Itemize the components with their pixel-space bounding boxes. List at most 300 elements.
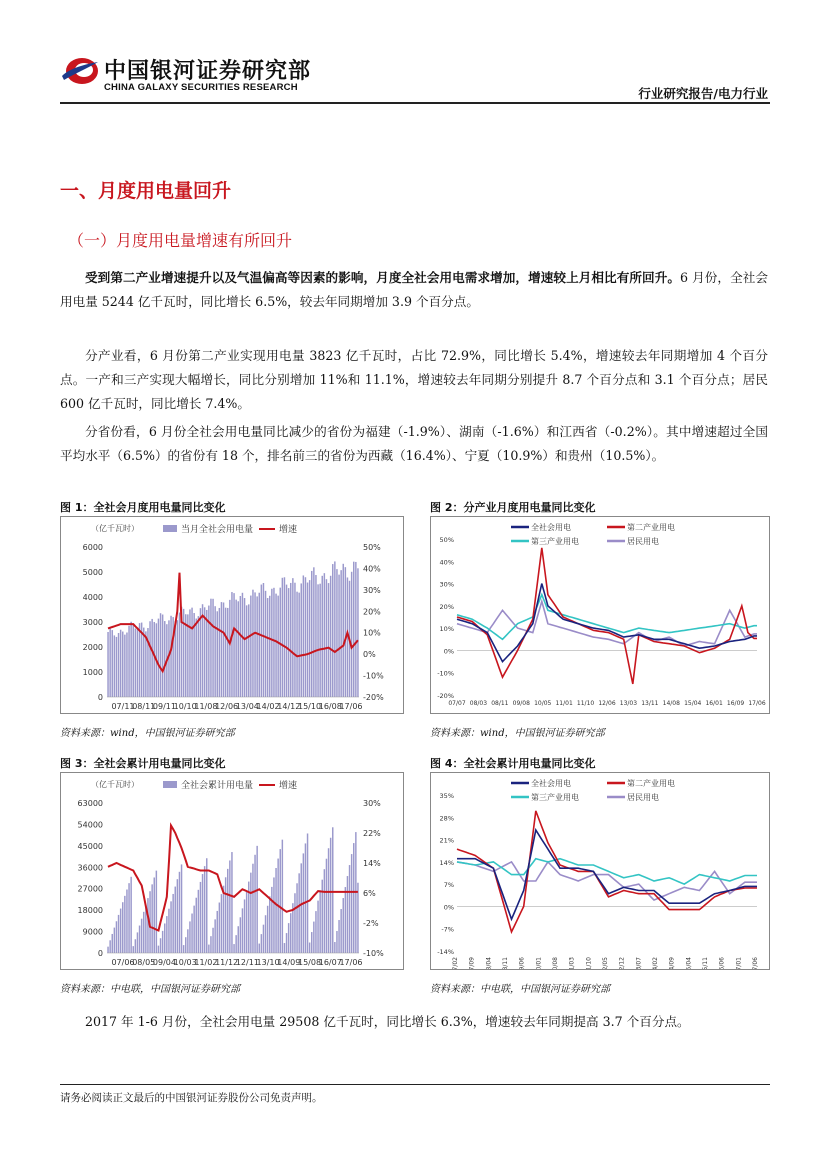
x-tick-label: 17/06	[752, 957, 759, 969]
bar	[263, 583, 264, 697]
bar	[112, 934, 113, 953]
bar	[200, 608, 201, 697]
figure-4-title: 图 4：全社会累计用电量同比变化	[430, 757, 596, 770]
bar	[185, 937, 186, 953]
bar	[301, 583, 302, 697]
bar	[328, 583, 329, 697]
x-tick-label: 15/10	[298, 702, 322, 711]
bar	[294, 893, 295, 953]
bar	[204, 866, 205, 953]
y-tick-label: 0%	[443, 647, 454, 656]
legend-bar-swatch	[163, 525, 177, 532]
bar	[160, 613, 161, 697]
bar	[202, 874, 203, 953]
subsection-heading: （一）月度用电量增速有所回升	[68, 231, 293, 250]
bar	[282, 840, 283, 953]
paragraph-1-body: 6 月份，全社会用电量 5244 亿千瓦时，同比增长 6.5%，较去年同期增加 3.9 个百分点。	[60, 270, 768, 309]
bar	[265, 591, 266, 697]
x-tick-label: 13/11	[641, 700, 659, 707]
figure-2-chart	[430, 516, 770, 714]
bar	[273, 588, 274, 697]
bar	[210, 599, 211, 697]
x-tick-label: 11/12	[215, 958, 239, 967]
legend-bar-label: 当月全社会用电量	[181, 525, 254, 535]
x-tick-label: 13/10	[256, 958, 280, 967]
bar	[298, 873, 299, 953]
bar	[353, 843, 354, 953]
bar	[284, 943, 285, 953]
paragraph-4: 2017 年 1-6 月份，全社会用电量 29508 亿千瓦时，同比增长 6.3%，增速较去年同期提高 3.7 个百分点。	[85, 1014, 690, 1029]
bar	[135, 939, 136, 953]
y-left-tick-label: 45000	[77, 841, 103, 851]
bar	[261, 585, 262, 697]
x-tick-label: 08/04	[485, 957, 493, 969]
bar	[334, 561, 335, 697]
bar	[112, 630, 113, 697]
bar	[336, 569, 337, 697]
x-tick-label: 08/11	[502, 957, 509, 969]
x-tick-label: 07/07	[448, 700, 466, 707]
bar	[145, 631, 146, 697]
bar	[160, 938, 161, 953]
bar	[311, 571, 312, 697]
bar	[240, 596, 241, 697]
bar	[250, 873, 251, 953]
bar	[219, 903, 220, 953]
legend-label: 第二产业用电	[627, 523, 675, 532]
series-line	[457, 859, 757, 884]
bar	[338, 920, 339, 953]
bar	[286, 585, 287, 697]
bar	[229, 600, 230, 697]
bar	[294, 583, 295, 697]
x-tick-label: 12/06	[598, 700, 616, 707]
legend-label: 第三产业用电	[531, 537, 579, 546]
bar	[244, 598, 245, 697]
bar	[208, 606, 209, 697]
bar	[240, 917, 241, 953]
bar	[122, 632, 123, 697]
y-left-tick-label: 0	[97, 949, 103, 958]
y-left-tick-label: 54000	[77, 820, 103, 830]
x-tick-label: 08/11	[491, 700, 509, 707]
x-tick-label: 14/09	[277, 958, 301, 967]
bar	[353, 562, 354, 697]
bar	[277, 596, 278, 697]
x-tick-label: 07/02	[452, 957, 459, 969]
x-tick-label: 13/04	[235, 702, 259, 711]
figure-1-source: 资料来源：wind，中国银河证券研究部	[60, 728, 235, 739]
bar	[322, 576, 323, 697]
y-right-tick-label: 0%	[363, 650, 376, 660]
bar	[116, 637, 117, 697]
bar	[185, 614, 186, 697]
bar	[217, 611, 218, 697]
legend-label: 全社会用电	[531, 779, 571, 788]
y-right-tick-label: 20%	[363, 607, 381, 617]
bar	[256, 846, 257, 953]
x-tick-label: 16/01	[705, 700, 723, 707]
bar	[256, 596, 257, 697]
bar	[309, 580, 310, 697]
bar	[210, 936, 211, 953]
bar	[200, 882, 201, 953]
y-left-tick-label: 18000	[77, 906, 103, 916]
bar	[170, 616, 171, 697]
x-tick-label: 11/01	[555, 700, 573, 707]
bar	[189, 921, 190, 953]
bar	[175, 887, 176, 953]
bar	[317, 901, 318, 953]
bar	[137, 627, 138, 697]
bar	[219, 608, 220, 697]
bar	[263, 925, 264, 953]
x-tick-label: 10/08	[552, 957, 559, 969]
bar	[332, 827, 333, 953]
y-right-tick-label: -2%	[363, 919, 379, 928]
bar	[126, 632, 127, 697]
bar	[238, 601, 239, 697]
bar	[130, 877, 131, 953]
galaxy-logo-icon	[60, 54, 100, 88]
bar	[261, 934, 262, 953]
legend-label: 全社会用电	[531, 523, 571, 532]
bar	[181, 864, 182, 953]
x-tick-label: 11/03	[568, 957, 576, 969]
bar	[259, 593, 260, 697]
legend-bar-label: 全社会累计用电量	[181, 781, 254, 791]
bar	[154, 877, 155, 953]
bar	[290, 913, 291, 953]
x-tick-label: 15/08	[298, 958, 322, 967]
y-tick-label: 28%	[439, 814, 454, 823]
bar	[114, 928, 115, 953]
paragraph-3: 分省份看，6 月份全社会用电量同比减少的省份为福建（-1.9%）、湖南（-1.6%）和江西省（-0.2%）。其中增速超过全国平均水平（6.5%）的省份有 18 个，排名前三的省份为西藏（16.4%）、宁夏（10.9%）和贵州（10.5%）。	[60, 424, 768, 463]
bar	[315, 575, 316, 697]
bar	[208, 945, 209, 953]
bar	[206, 858, 207, 953]
company-logo	[60, 54, 100, 88]
bar	[191, 608, 192, 697]
bar	[107, 632, 108, 697]
x-tick-label: 10/01	[535, 957, 543, 969]
x-tick-label: 13/03	[619, 700, 638, 707]
bar	[164, 923, 165, 953]
paragraph-2: 分产业看，6 月份第二产业实现用电量 3823 亿千瓦时，占比 72.9%，同比增长 5.4%，增速较去年同期增加 4 个百分点。一产和三产实现大幅增长，同比分别增加 11%和 11.1%，增速较去年同期分别提升 8.7 个百分点和 3.1 个百分点；居民 600 亿千瓦时，同比增长 7.4%。	[60, 348, 768, 411]
bar	[130, 622, 131, 697]
bar	[214, 606, 215, 697]
bar	[246, 891, 247, 954]
legend-line-label: 增速	[279, 525, 298, 535]
bar	[109, 940, 110, 953]
bar	[109, 628, 110, 697]
bar	[248, 604, 249, 697]
bar	[242, 593, 243, 697]
bar	[214, 919, 215, 953]
y-right-tick-label: 22%	[363, 829, 381, 838]
y-right-tick-label: 10%	[363, 628, 381, 638]
x-tick-label: 09/06	[518, 957, 526, 969]
bar	[179, 872, 180, 953]
bar	[116, 921, 117, 953]
bar	[269, 896, 270, 953]
x-tick-label: 17/06	[339, 702, 363, 711]
bar	[324, 869, 325, 953]
bar	[212, 928, 213, 953]
bar	[231, 852, 232, 953]
bar	[128, 883, 129, 953]
bar	[229, 860, 230, 953]
series-line	[457, 584, 757, 662]
bar	[124, 635, 125, 697]
x-tick-label: 08/03	[469, 700, 488, 707]
bar	[315, 911, 316, 953]
bar	[336, 931, 337, 953]
x-tick-label: 12/12	[618, 957, 626, 969]
bar	[168, 909, 169, 953]
unit-label: （亿千瓦时）	[91, 524, 139, 533]
bar	[158, 619, 159, 697]
bar	[204, 607, 205, 697]
bar	[307, 583, 308, 697]
bar	[141, 919, 142, 953]
bar	[122, 902, 123, 953]
header-rule	[60, 102, 770, 104]
logo-chinese: 中国银河证券研究部	[104, 59, 312, 84]
bar	[307, 833, 308, 953]
bar	[217, 911, 218, 953]
bar	[254, 592, 255, 697]
footer-disclaimer: 请务必阅读正文最后的中国银河证券股份公司免责声明。	[60, 1092, 323, 1104]
paragraph-1-lead: 受到第二产业增速提升以及气温偏高等因素的影响，月度全社会用电需求增加，增速较上月相比有所回升。	[85, 270, 681, 285]
x-tick-label: 09/11	[152, 702, 176, 711]
bar	[221, 894, 222, 953]
x-tick-label: 16/08	[318, 702, 342, 711]
y-right-tick-label: 6%	[363, 889, 376, 898]
legend-label: 居民用电	[627, 537, 659, 546]
y-left-tick-label: 9000	[82, 927, 103, 937]
y-tick-label: 35%	[439, 792, 454, 800]
bar	[340, 909, 341, 953]
paragraph-1	[60, 266, 768, 314]
x-tick-label: 14/02	[256, 702, 280, 711]
y-tick-label: 7%	[443, 881, 454, 890]
y-right-tick-label: -10%	[363, 671, 384, 681]
bar	[349, 865, 350, 953]
x-tick-label: 14/08	[662, 700, 680, 707]
bar	[191, 914, 192, 953]
report-category: 行业研究报告/电力行业	[638, 86, 768, 101]
bar	[196, 619, 197, 697]
bar	[235, 935, 236, 953]
bar	[326, 859, 327, 953]
bar	[126, 890, 127, 953]
bar	[147, 898, 148, 953]
bar	[198, 890, 199, 953]
y-right-tick-label: -10%	[363, 949, 384, 958]
bar	[177, 879, 178, 953]
bar	[118, 633, 119, 697]
x-tick-label: 16/07	[318, 958, 342, 967]
bar	[206, 610, 207, 697]
bar	[305, 577, 306, 697]
bar	[319, 584, 320, 697]
bar	[292, 578, 293, 697]
bar	[309, 943, 310, 953]
y-left-tick-label: 3000	[82, 618, 103, 627]
logo-english: CHINA GALAXY SECURITIES RESEARCH	[104, 82, 298, 93]
bar	[151, 619, 152, 697]
bar	[326, 579, 327, 697]
bar	[280, 849, 281, 953]
bar	[345, 887, 346, 953]
y-tick-label: 14%	[439, 858, 454, 867]
bar	[265, 915, 266, 953]
y-tick-label: 30%	[439, 580, 454, 589]
bar	[324, 573, 325, 697]
x-tick-label: 07/11	[111, 702, 135, 711]
bar	[332, 564, 333, 697]
bar	[286, 933, 287, 953]
figure-1-title: 图 1：全社会月度用电量同比变化	[60, 501, 226, 514]
x-tick-label: 11/10	[585, 957, 593, 969]
bar	[225, 608, 226, 697]
unit-label: （亿千瓦时）	[91, 780, 139, 789]
x-tick-label: 10/03	[173, 958, 197, 967]
bar	[250, 596, 251, 697]
bar	[244, 899, 245, 953]
bar	[340, 570, 341, 697]
bar	[246, 605, 247, 697]
bar	[254, 855, 255, 953]
bar	[172, 894, 173, 953]
y-right-tick-label: 30%	[363, 585, 381, 595]
bar	[259, 944, 260, 953]
x-tick-label: 07/09	[468, 957, 476, 969]
bar	[177, 620, 178, 697]
legend-bar-swatch	[163, 781, 177, 788]
bar	[120, 909, 121, 953]
x-tick-label: 11/02	[194, 958, 218, 967]
bar	[135, 628, 136, 697]
legend-line-label: 增速	[279, 781, 298, 791]
figure-4-chart	[430, 772, 770, 970]
bar	[301, 863, 302, 953]
bar	[183, 945, 184, 953]
x-tick-label: 14/02	[652, 957, 659, 969]
bar	[139, 926, 140, 953]
x-tick-label: 14/12	[277, 702, 301, 711]
bar	[242, 908, 243, 953]
bar	[166, 916, 167, 953]
bar	[298, 593, 299, 697]
figure-2-source: 资料来源：wind，中国银河证券研究部	[430, 728, 605, 739]
x-tick-label: 17/06	[339, 958, 363, 967]
bar	[252, 590, 253, 697]
bar	[235, 600, 236, 697]
bar	[282, 578, 283, 697]
bar	[343, 564, 344, 697]
x-tick-label: 10/10	[173, 702, 197, 711]
bar	[158, 946, 159, 953]
bar	[267, 906, 268, 953]
x-tick-label: 14/09	[668, 957, 676, 969]
bar	[143, 912, 144, 953]
y-tick-label: -10%	[437, 669, 454, 678]
footer-rule	[60, 1084, 770, 1085]
bar	[128, 626, 129, 697]
y-left-tick-label: 36000	[77, 863, 103, 873]
bar	[271, 887, 272, 953]
bar	[351, 854, 352, 953]
x-tick-label: 11/08	[194, 702, 218, 711]
y-left-tick-label: 63000	[77, 799, 103, 808]
bar	[305, 843, 306, 953]
figure-2-title: 图 2：分产业月度用电量同比变化	[430, 501, 596, 514]
bar	[137, 932, 138, 953]
bar	[221, 602, 222, 697]
bar	[357, 883, 358, 953]
bar	[143, 628, 144, 697]
section-heading: 一、月度用电量回升	[60, 180, 232, 202]
y-left-tick-label: 27000	[77, 884, 103, 894]
bar	[196, 898, 197, 953]
y-tick-label: -20%	[437, 692, 454, 700]
bar	[151, 884, 152, 953]
bar	[288, 588, 289, 697]
bar	[223, 886, 224, 953]
bar	[154, 622, 155, 697]
y-left-tick-label: 2000	[82, 643, 103, 652]
bar	[290, 583, 291, 697]
bar	[296, 883, 297, 953]
x-tick-label: 15/11	[702, 957, 709, 969]
bar	[269, 596, 270, 697]
x-tick-label: 17/06	[748, 700, 766, 707]
bar	[120, 630, 121, 697]
bar	[311, 932, 312, 953]
x-tick-label: 13/07	[635, 957, 643, 969]
bar	[271, 589, 272, 697]
y-tick-label: 21%	[439, 836, 454, 845]
bar	[338, 575, 339, 697]
bar	[162, 615, 163, 697]
bar	[267, 598, 268, 697]
x-tick-label: 16/06	[718, 957, 726, 969]
y-right-tick-label: 50%	[363, 543, 381, 552]
x-tick-label: 12/05	[602, 957, 609, 969]
bar	[313, 922, 314, 953]
bar	[273, 877, 274, 953]
bar	[107, 947, 108, 953]
bar	[149, 621, 150, 697]
bar	[227, 869, 228, 953]
bar	[164, 621, 165, 697]
legend-label: 第三产业用电	[531, 793, 579, 802]
bar	[345, 567, 346, 697]
legend-label: 第二产业用电	[627, 779, 675, 788]
figure-4-source: 资料来源：中电联，中国银河证券研究部	[430, 984, 610, 995]
bar	[198, 616, 199, 697]
x-tick-label: 10/05	[534, 700, 552, 707]
y-right-tick-label: -20%	[363, 693, 384, 702]
bar	[328, 848, 329, 953]
bar	[351, 572, 352, 697]
bar	[303, 575, 304, 697]
bar	[319, 890, 320, 953]
x-tick-label: 11/10	[576, 700, 595, 707]
x-tick-label: 15/04	[684, 700, 702, 707]
